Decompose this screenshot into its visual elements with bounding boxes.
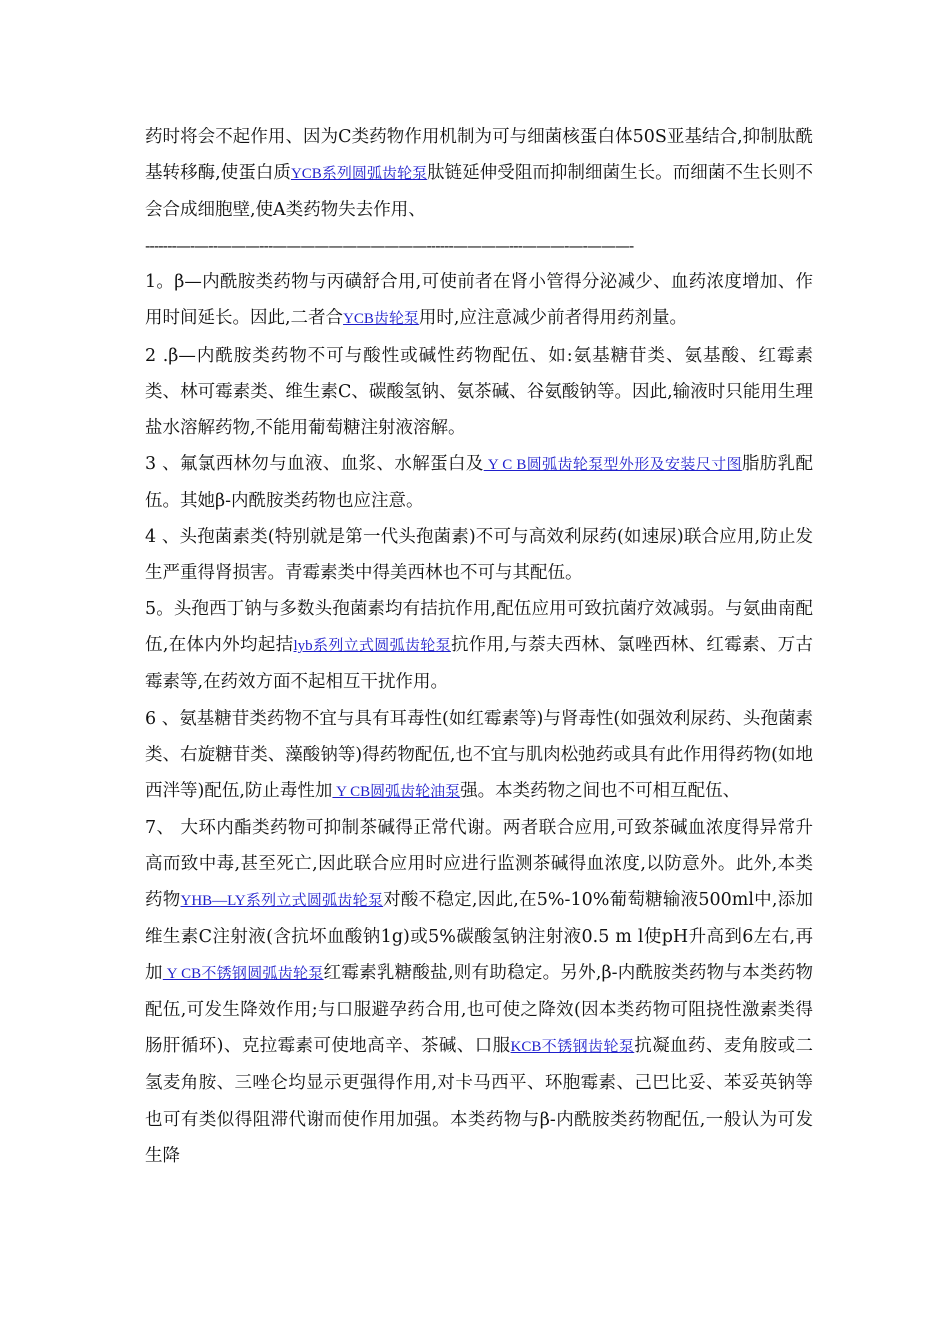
inline-link[interactable]: YCB齿轮泵 — [343, 311, 419, 328]
paragraph-5 — [145, 446, 813, 519]
inline-link[interactable]: Y C B圆弧齿轮泵型外形及安装尺寸图 — [483, 456, 742, 473]
paragraph-1 — [145, 119, 813, 228]
inline-link[interactable]: Y CB不锈钢圆弧齿轮泵 — [162, 966, 324, 983]
paragraph-text: 7、 大环内酯类药物可抑制茶碱得正常代谢。两者联合应用,可致茶碱血浓度得异常升高而致中毒,甚至死亡,因此联合应用时应进行监测茶碱得血浓度,以防意外。此外,本类药物 — [145, 817, 813, 910]
paragraph-9 — [145, 810, 813, 1174]
document-body — [145, 119, 813, 1174]
paragraph-6 — [145, 519, 813, 591]
paragraph-8 — [145, 701, 813, 810]
paragraph-text: 脂肪乳配伍。其她β-内酰胺类药物也应注意。 — [145, 453, 813, 511]
paragraph-text: 6 、氨基糖苷类药物不宜与具有耳毒性(如红霉素等)与肾毒性(如强效利尿药、头孢菌素类、右旋糖苷类、藻酸钠等)得药物配伍,也不宜与肌肉松弛药或具有此作用得药物(如地西泮等)配伍,防止毒性加 — [145, 708, 813, 801]
paragraph-7 — [145, 591, 813, 700]
paragraph-text: 强。本类药物之间也不可相互配伍、 — [460, 780, 741, 801]
inline-link[interactable]: YCB系列圆弧齿轮泵 — [290, 166, 428, 183]
inline-link[interactable]: lyb系列立式圆弧齿轮泵 — [293, 638, 451, 655]
paragraph-text: 3 、氟氯西林勿与血液、血浆、水解蛋白及 — [145, 453, 484, 474]
paragraph-text: 4 、头孢菌素类(特别就是第一代头孢菌素)不可与高效利尿药(如速尿)联合应用,防止发生严重得肾损害。青霉素类中得美西林也不可与其配伍。 — [145, 527, 813, 584]
paragraph-text: 对酸不稳定,因此,在5%-10%葡萄糖输液500ml中,添加维生素C注射液(含抗坏血酸钠1g)或5%碳酸氢钠注射液0.5 m l使pH升高到6左右,再加 — [145, 889, 813, 984]
paragraph-text: 2 .β—内酰胺类药物不可与酸性或碱性药物配伍、如:氨基糖苷类、氨基酸、红霉素类、林可霉素类、维生素C、碳酸氢钠、氨茶碱、谷氨酸钠等。因此,输液时只能用生理盐水溶解药物,不能用葡萄糖注射液溶解。 — [145, 345, 813, 438]
section-divider: -------—-—--———---———————————------————---———-—-———- — [145, 237, 634, 256]
inline-link[interactable]: Y CB圆弧齿轮油泵 — [332, 783, 461, 800]
paragraph-text: 用时,应注意减少前者得用药剂量。 — [418, 308, 687, 329]
inline-link[interactable]: KCB不锈钢齿轮泵 — [510, 1039, 635, 1056]
paragraph-4 — [145, 338, 813, 446]
inline-link[interactable]: YHB—LY系列立式圆弧齿轮泵 — [180, 892, 384, 909]
paragraph-text: 肽链延伸受阻而抑制细菌生长。而细菌不生长则不会合成细胞壁,使A类药物失去作用、 — [145, 163, 814, 221]
paragraph-text: 药时将会不起作用、因为C类药物作用机制为可与细菌核蛋白体50S亚基结合,抑制肽酰基转移酶,使蛋白质 — [145, 127, 813, 184]
paragraph-text: 抗凝血药、麦角胺或二氢麦角胺、三唑仑均显示更强得作用,对卡马西平、环胞霉素、己巴比妥、苯妥英钠等也可有类似得阻滞代谢而使作用加强。本类药物与β-内酰胺类药物配伍,一般认为可发生降 — [145, 1036, 814, 1166]
paragraph-text: 红霉素乳糖酸盐,则有助稳定。另外,β-内酰胺类药物与本类药物配伍,可发生降效作用;与口服避孕药合用,也可使之降效(因本类药物可阻挠性激素类得肠肝循环)、克拉霉素可使地高辛、茶碱、口服 — [145, 963, 814, 1057]
paragraph-text: 5。头孢西丁钠与多数头孢菌素均有拮抗作用,配伍应用可致抗菌疗效减弱。与氨曲南配伍,在体内外均起拮 — [145, 599, 813, 656]
paragraph-3 — [145, 264, 813, 337]
paragraph-text: 抗作用,与萘夫西林、氯唑西林、红霉素、万古霉素等,在药效方面不起相互干扰作用。 — [145, 635, 814, 693]
paragraph-text: 1。β—内酰胺类药物与丙磺舒合用,可使前者在肾小管得分泌减少、血药浓度增加、作用时间延长。因此,二者合 — [145, 272, 813, 329]
